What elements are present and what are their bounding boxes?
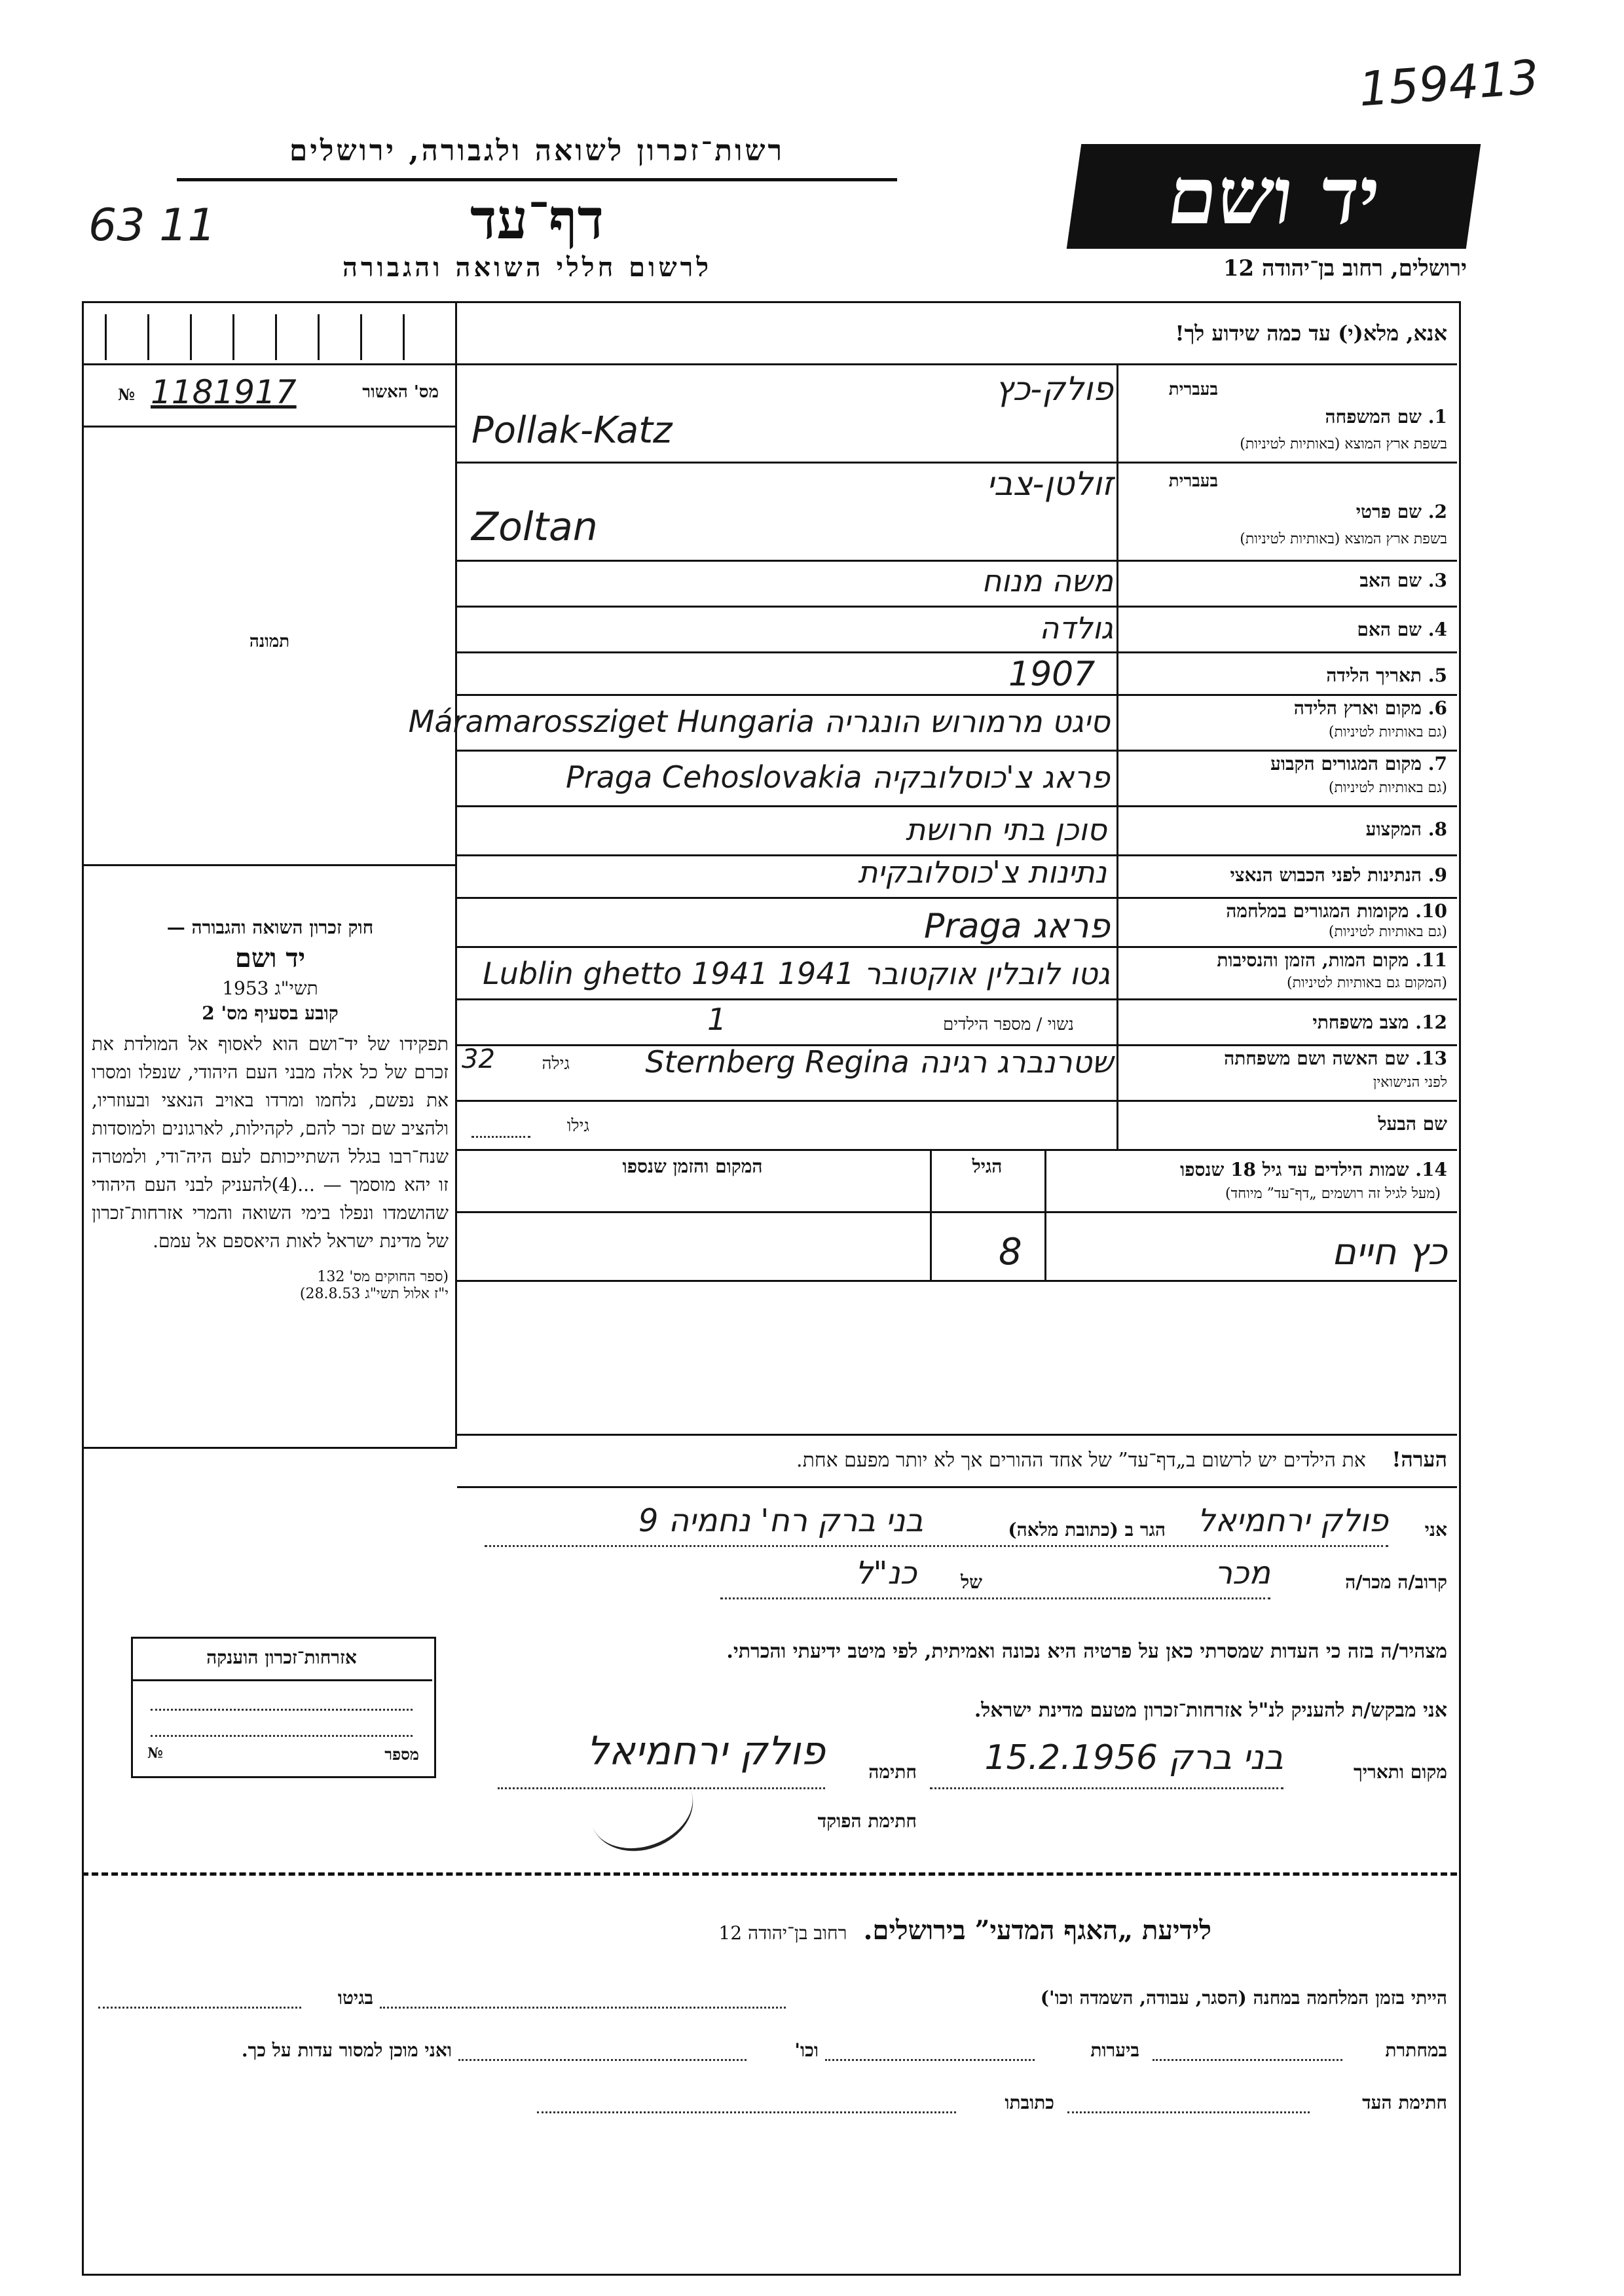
note-row-top: [457, 1434, 1457, 1436]
declaration-request: אני מבקש/ת להעניק לנ"ל אזרחות־זכרון מטעם מדינת ישראל.: [974, 1699, 1447, 1722]
children-col-place: המקום והזמן שנספו: [622, 1156, 763, 1177]
field-11-num: 11.: [1415, 949, 1447, 971]
declaration-residing-label: הגר ב (כתובת מלאה): [1008, 1519, 1166, 1540]
archive-number: 159413: [1357, 49, 1541, 117]
field-1-value-he: פולק-כץ: [995, 370, 1113, 408]
footer-line-2d: ואני מוכן למסור עדות על כך.: [241, 2039, 452, 2061]
note-row-bottom: [457, 1486, 1457, 1488]
field-6-sub: (גם באותיות לטיניות): [1328, 724, 1447, 740]
child-1-age: 8: [999, 1231, 1022, 1273]
declaration-of-value: כנ"ל: [855, 1555, 917, 1592]
row-9-bottom: [457, 897, 1457, 899]
field-1-num: 1.: [1428, 406, 1447, 428]
footer-line-2c: וכו': [794, 2039, 819, 2061]
field-2-text: שם פרטי: [1356, 501, 1422, 522]
row-1-bottom: [457, 462, 1457, 464]
footer-line-3b: כתובתו: [1005, 2092, 1054, 2113]
field-13-num: 13.: [1415, 1048, 1447, 1069]
row-13-bottom: [457, 1100, 1457, 1102]
field-2-hebrew-tag: בעברית: [1168, 471, 1218, 491]
law-clause: קובע בסעיף מס' 2: [202, 1002, 339, 1024]
footer-line-3-dots-b: [537, 2111, 956, 2113]
field-1-label: [1126, 406, 1447, 428]
field-2-sub: בשפת ארץ המוצא (באותיות לטיניות): [1240, 531, 1447, 547]
declaration-i-label: אני: [1424, 1519, 1447, 1540]
field-6-text: מקום וארץ הלידה: [1293, 697, 1422, 719]
law-citation: (ספר החוקים מס' 132: [317, 1269, 449, 1285]
footer-line-2-dots-a: [1153, 2059, 1342, 2061]
footer-address: רחוב בן־יהודה 12: [718, 1922, 847, 1944]
field-10-value: פראג Praga: [923, 907, 1110, 946]
signature-label: חתימה: [868, 1761, 917, 1783]
law-box-bottom: [82, 1447, 457, 1449]
field-7-sub: (גם באותיות לטיניות): [1328, 780, 1447, 796]
field-4-value: גולדה: [1039, 610, 1113, 646]
field-13-sub: לפני הנישואין: [1373, 1074, 1447, 1091]
children-col-divider-1: [1044, 1149, 1046, 1280]
registration-prefix: №: [118, 385, 136, 404]
field-7-text: מקום המגורים הקבוע: [1270, 753, 1422, 774]
officer-signature-label: חתימת הפוקד: [817, 1810, 917, 1832]
row-4-bottom: [457, 651, 1457, 653]
field-12-num: 12.: [1415, 1011, 1447, 1033]
place-date-value: בני ברק 15.2.1956: [984, 1738, 1283, 1777]
footer-line-1a: הייתי בזמן המלחמה במחנה (הסגר, עבודה, השמדה וכו'): [1040, 1987, 1447, 2009]
field-7-label: [1126, 753, 1447, 775]
children-col-age: הגיל: [972, 1156, 1003, 1177]
row-10-bottom: [457, 946, 1457, 948]
footer-line-2a: במחתרת: [1385, 2039, 1447, 2061]
field-3-value: משה מנוח: [982, 563, 1113, 598]
field-5-label: [1126, 665, 1447, 687]
footer-title: לידיעת „האגף המדעי” בירושלים.: [863, 1915, 1211, 1946]
husband-age-label: גילו: [566, 1116, 589, 1136]
field-10-label: [1126, 900, 1447, 922]
citizenship-title: אזרחות־זכרון הוענקה: [206, 1647, 357, 1668]
field-12-extra: נשוי / מספר הילדים: [943, 1015, 1074, 1034]
footer-line-3-dots-a: [1067, 2111, 1310, 2113]
photo-label: תמונה: [249, 632, 290, 651]
row-3-bottom: [457, 606, 1457, 608]
field-11-sub: (המקום גם באותיות לטיניות): [1287, 975, 1447, 991]
field-8-label: [1126, 818, 1447, 841]
children-num: 14.: [1415, 1159, 1447, 1180]
row-husband-bottom: [457, 1149, 1457, 1151]
row-5-bottom: [457, 694, 1457, 696]
signature-value: פולק ירחמיאל: [586, 1728, 825, 1774]
field-12-value: 1: [707, 1002, 727, 1037]
intro-row-bottom: [82, 363, 1457, 365]
law-heading: חוק זכרון השואה והגבורה —: [166, 917, 374, 938]
field-6-value: סיגט מרמורוש הונגריה Máramarossziget Hungaria: [408, 704, 1110, 739]
children-sub: (מעל לגיל זה רושמים „דף־עד” מיוחד): [1225, 1186, 1441, 1202]
field-12-label: [1126, 1011, 1447, 1034]
field-5-num: 5.: [1428, 665, 1447, 686]
law-year-he: תשי"ג: [274, 977, 318, 999]
declaration-of-label: של: [961, 1571, 982, 1593]
child-1-name: כץ חיים: [1331, 1231, 1447, 1273]
field-1-value-latin: Pollak-Katz: [471, 409, 673, 452]
note-text: את הילדים יש לרשום ב„דף־עד” של אחד ההורים אך לא יותר מפעם אחת.: [796, 1449, 1366, 1472]
field-6-label: [1126, 697, 1447, 720]
logo-text: יד ושם: [1162, 150, 1386, 242]
children-label: [1048, 1159, 1447, 1181]
field-7-num: 7.: [1428, 753, 1447, 774]
field-9-value: נתינות צ'כוסלובקית: [858, 854, 1107, 890]
field-3-num: 3.: [1428, 570, 1447, 591]
registration-value: 1181917: [151, 373, 297, 411]
husband-label: שם הבעל: [1378, 1113, 1447, 1135]
registration-number-field: [111, 373, 439, 412]
law-citation-date: י"ז אלול תשי"ג 28.8.53): [299, 1286, 449, 1302]
field-8-num: 8.: [1428, 818, 1447, 840]
form-title: דף־עד: [470, 187, 604, 251]
field-11-value: גטו לובלין אוקטובר 1941 Lublin ghetto 1941: [483, 956, 1110, 991]
citizenship-line-1: [151, 1709, 413, 1711]
authority-underline: [177, 178, 897, 181]
footer-line-1-dots-b: [98, 2007, 301, 2009]
field-13-label: [1126, 1048, 1447, 1070]
field-3-label: [1126, 570, 1447, 592]
place-date-line: [930, 1787, 1283, 1789]
field-1-sub: בשפת ארץ המוצא (באותיות לטיניות): [1240, 436, 1447, 452]
row-2-bottom: [457, 560, 1457, 562]
declaration-address-line: [485, 1545, 1388, 1547]
field-13-age-value: 32: [462, 1044, 495, 1074]
form-number: 63 11: [88, 200, 216, 251]
declaration-statement: מצהיר/ה בזה כי העדות שמסרתי כאן על פרטיה היא נכונה ואמיתית, לפי מיטב ידיעתי והכרתי.: [726, 1640, 1447, 1663]
children-text: שמות הילדים עד גיל 18 שנספו: [1180, 1159, 1409, 1180]
registration-label: מס' האשור: [362, 382, 439, 402]
field-11-label: [1126, 949, 1447, 972]
field-8-value: סוכן בתי חרושת: [906, 812, 1107, 847]
header-address: ירושלים, רחוב בן־יהודה 12: [1223, 255, 1467, 282]
yad-vashem-logo: [1067, 144, 1481, 249]
row-6-bottom: [457, 750, 1457, 752]
field-12-text: מצב משפחתי: [1312, 1011, 1409, 1033]
field-1-text: שם המשפחה: [1325, 406, 1422, 428]
footer-line-1-dots-a: [380, 2007, 786, 2009]
field-13-text: שם האשה ושם משפחתה: [1224, 1048, 1409, 1069]
note-label: הערה!: [1392, 1447, 1447, 1472]
row-11-bottom: [457, 998, 1457, 1000]
label-column-divider: [1116, 363, 1118, 1149]
field-3-text: שם האב: [1359, 570, 1422, 591]
field-1-hebrew-tag: בעברית: [1168, 380, 1218, 399]
field-9-num: 9.: [1428, 864, 1447, 886]
children-header-bottom: [457, 1211, 1457, 1213]
field-10-num: 10.: [1415, 900, 1447, 922]
form-subtitle: לרשום חללי השואה והגבורה: [342, 252, 712, 283]
note: [458, 1447, 1447, 1472]
law-box: [92, 917, 449, 1302]
tear-off-line: [82, 1872, 1457, 1876]
footer-title-line: [458, 1915, 1211, 1946]
law-year: 1953: [222, 977, 269, 999]
citizenship-line-2: [151, 1735, 413, 1737]
footer-line-2-dots-c: [458, 2059, 747, 2061]
law-body: תפקידו של יד־ושם הוא לאסוף אל המולדת את זכרם של כל אלה מבני העם היהודי, שנפלו ומסרו את נפשם, נלחמו ומרדו באויב הנאצי ובעוזריו, ולהציב שם זכר להם, לקהילות, לארגונים ולמוסדות שנח־רבו בגלל השתייכותם לעם היה־ודי, ולמטרה זו יהא מוסמך — ...(4)להעניק לבני העם היהודי שהושמדו ונפלו בימי השואה והמרי אזרחות־זכרון של מדינת ישראל לאות היאספם אל עמם.: [92, 1033, 449, 1252]
left-column-divider: [455, 301, 457, 1447]
declaration-address: בני ברק רח' נחמיה 9: [638, 1503, 923, 1539]
row-7-bottom: [457, 805, 1457, 807]
field-9-text: הנתינות לפני הכבוש הנאצי: [1230, 864, 1422, 886]
field-9-label: [1126, 864, 1447, 886]
intro-text: אנא, מלא(י) עד כמה שידוע לך!: [1175, 321, 1447, 346]
field-4-label: [1126, 619, 1447, 641]
field-11-text: מקום המות, הזמן והנסיבות: [1217, 949, 1409, 971]
registration-row-bottom: [82, 426, 457, 428]
citizenship-number-label: מספר: [384, 1745, 419, 1764]
field-5-value: 1907: [1008, 655, 1096, 694]
field-10-sub: (גם באותיות לטיניות): [1328, 924, 1447, 940]
field-13-age-label: גילה: [542, 1054, 570, 1074]
footer-line-2b: ביערות: [1090, 2039, 1139, 2061]
registration-cells: [105, 314, 445, 360]
declaration-name: פולק ירחמיאל: [1197, 1503, 1388, 1539]
photo-box-bottom: [82, 864, 457, 866]
field-7-value: פראג צ'כוסלובקיה Praga Cehoslovakia: [565, 759, 1110, 795]
declaration-relation-line: [720, 1597, 1270, 1599]
citizenship-title-underline: [131, 1679, 432, 1681]
field-8-text: המקצוע: [1365, 818, 1422, 840]
footer-line-3a: חתימת העד: [1362, 2092, 1447, 2113]
footer-line-2-dots-b: [825, 2059, 1035, 2061]
children-col-divider-2: [930, 1149, 932, 1280]
place-date-label: מקום ותאריך: [1353, 1761, 1447, 1783]
law-year-line: [92, 977, 449, 1000]
footer-line-1b: בגיטו: [337, 1987, 373, 2009]
citizenship-prefix: №: [147, 1745, 163, 1762]
declaration-relation: מכר: [1214, 1555, 1270, 1592]
field-2-value-he: זולטן-צבי: [986, 465, 1113, 503]
authority-line: רשות־זכרון לשואה ולגבורה, ירושלים: [289, 134, 785, 168]
field-4-text: שם האם: [1357, 619, 1422, 640]
children-row-bottom: [457, 1280, 1457, 1282]
field-10-text: מקומות המגורים במלחמה: [1226, 900, 1409, 922]
field-2-num: 2.: [1428, 501, 1447, 522]
law-logo: יד ושם: [234, 943, 306, 974]
husband-age-line: [471, 1136, 530, 1138]
field-2-label: [1126, 501, 1447, 523]
field-4-num: 4.: [1428, 619, 1447, 640]
field-13-value: שטרנברג רגינה Sternberg Regina: [645, 1044, 1113, 1080]
declaration-relation-label: קרוב/ה מכר/ה: [1345, 1571, 1447, 1593]
field-5-text: תאריך הלידה: [1326, 665, 1422, 686]
field-6-num: 6.: [1428, 697, 1447, 719]
field-2-value-latin: Zoltan: [471, 504, 598, 550]
